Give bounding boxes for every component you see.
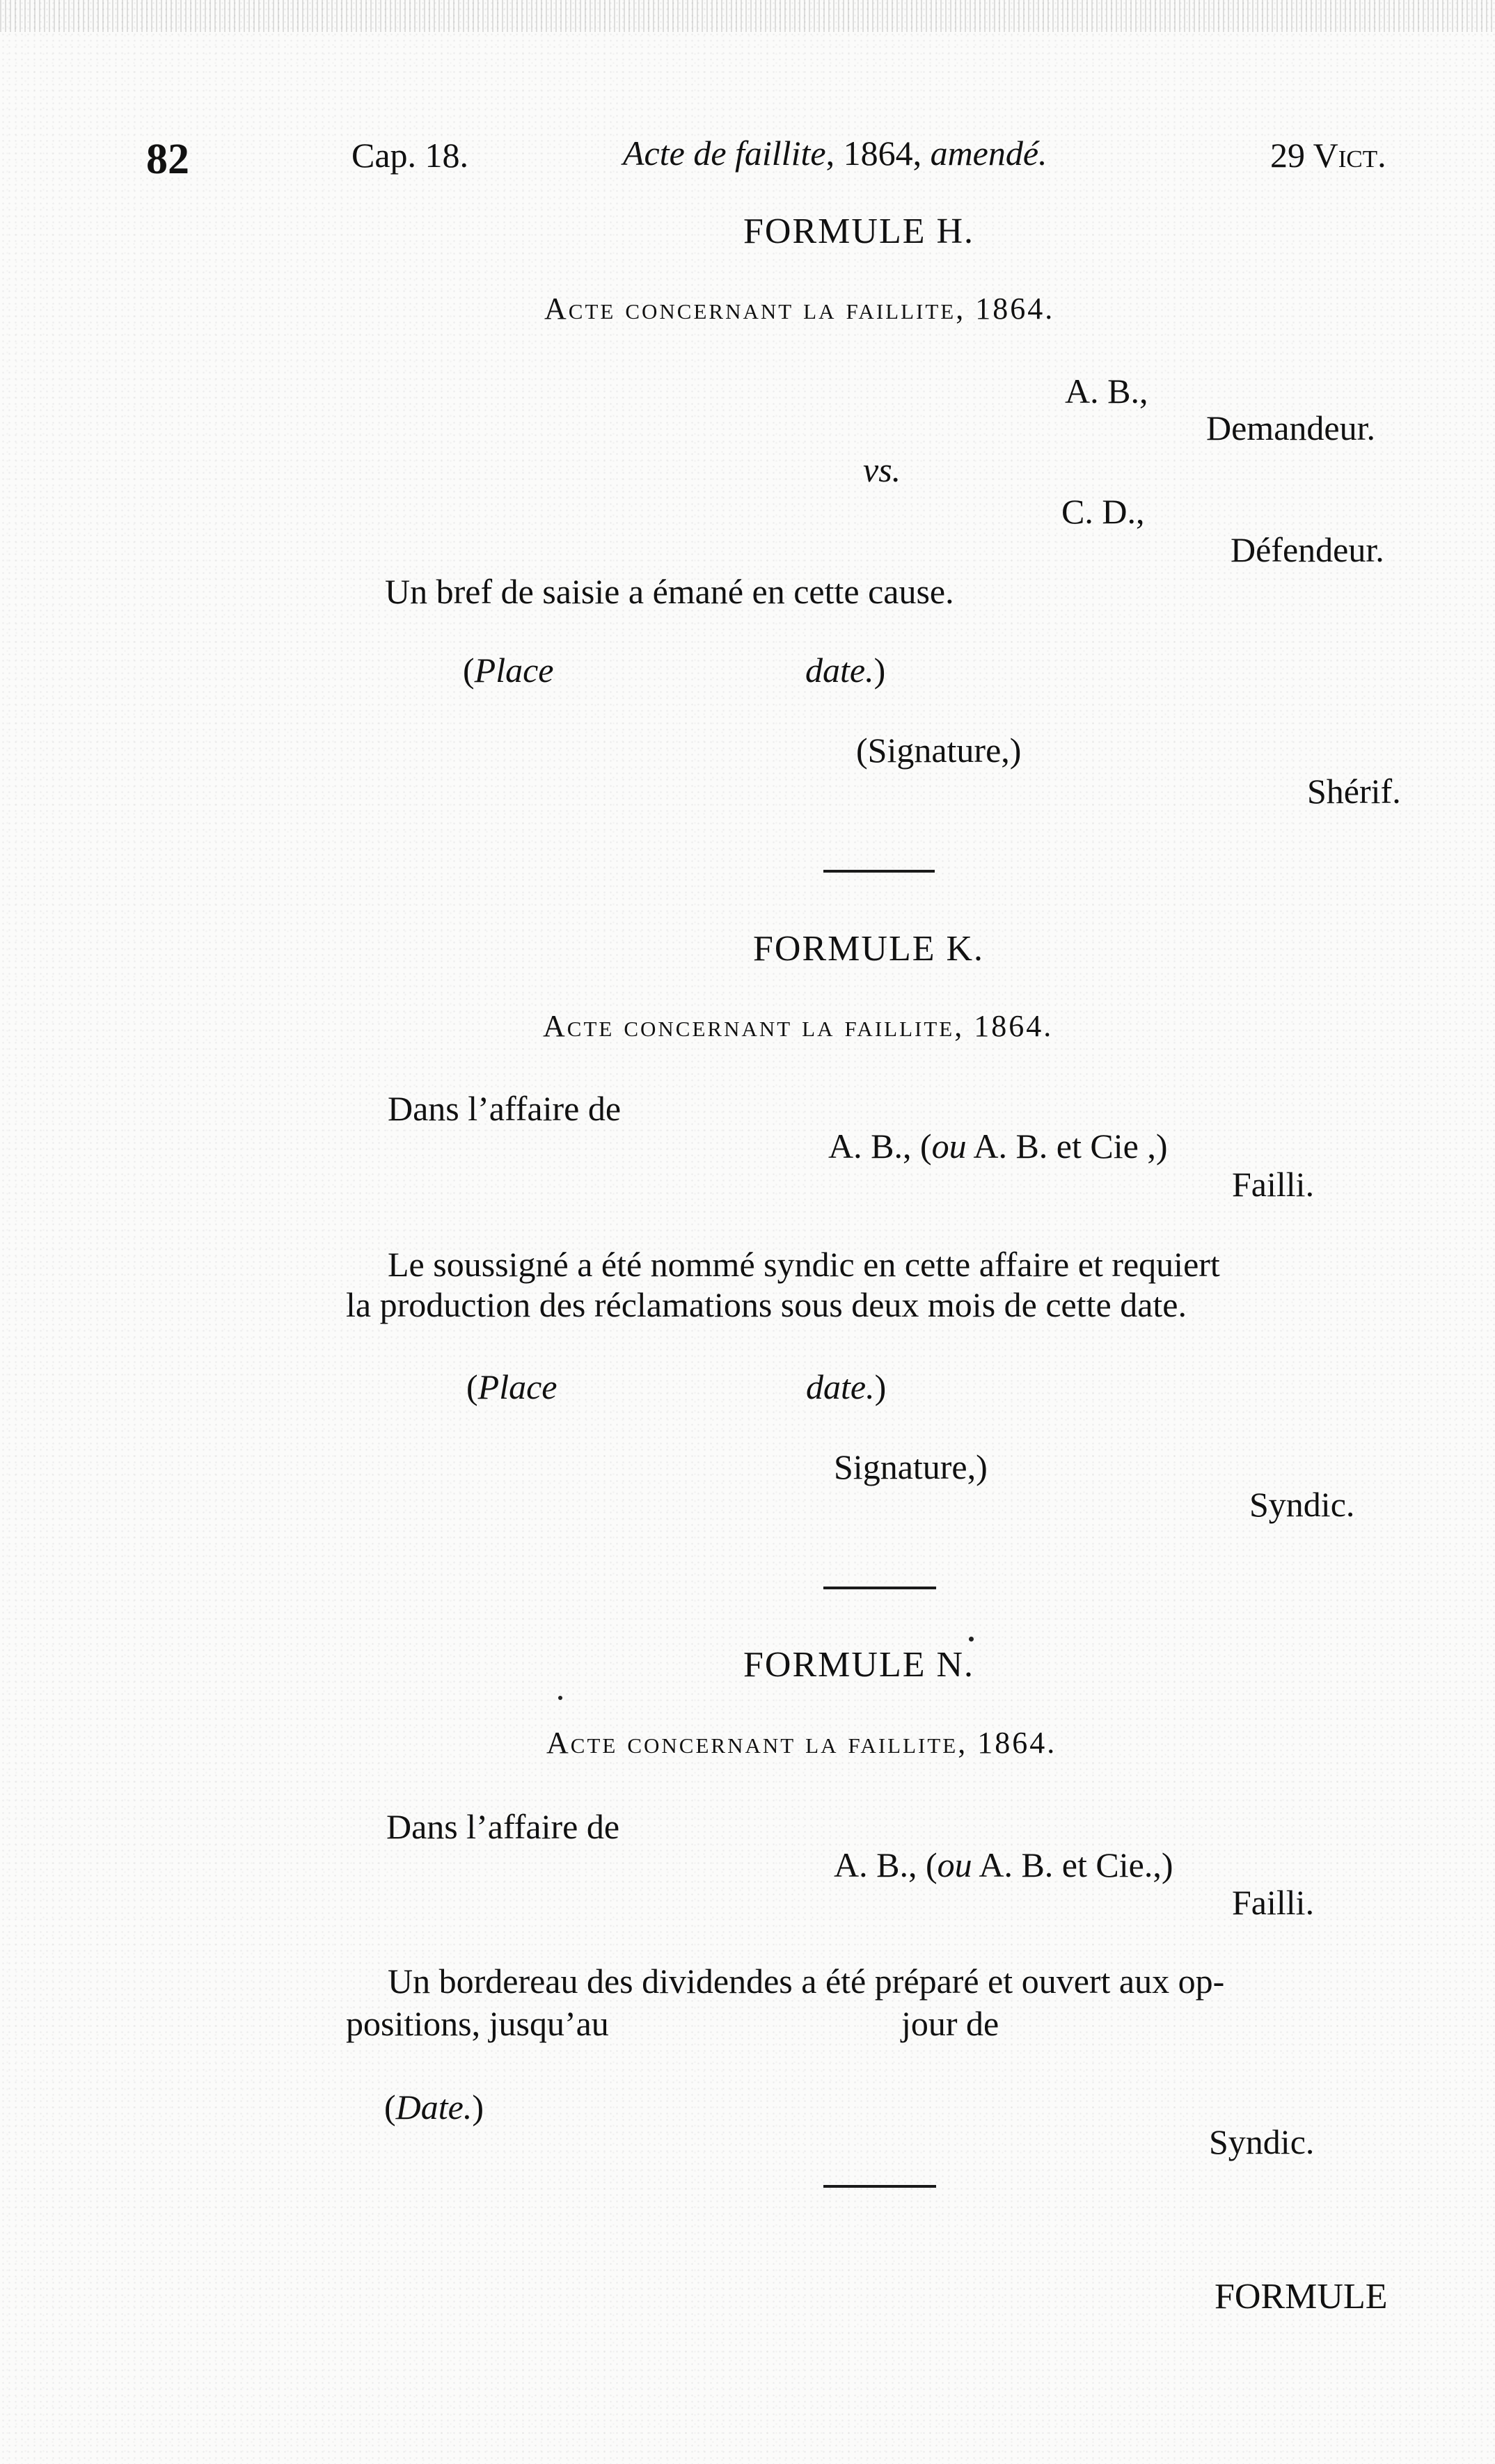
form-k-body-line-1: Le soussigné a été nommé syndic en cette affaire et requiert <box>388 1245 1220 1284</box>
form-h-act-line: Acte concernant la faillite, 1864. <box>544 292 1055 326</box>
section-divider-3 <box>823 2185 936 2188</box>
form-h-date: date.) <box>805 651 886 690</box>
form-h-party2-role: Défendeur. <box>1231 530 1384 569</box>
form-h-place-label: Place <box>474 651 554 690</box>
chapter-label: Cap. 18. <box>351 136 469 175</box>
form-k-date-label: date. <box>806 1367 875 1406</box>
form-h-date-label: date. <box>805 651 874 690</box>
form-k-body-line-2: la production des réclamations sous deux mois de cette date. <box>346 1285 1187 1324</box>
form-h-body: Un bref de saisie a émané en cette cause. <box>385 572 954 611</box>
form-n-party-a: A. B., ( <box>834 1845 938 1884</box>
form-n-signer-title: Syndic. <box>1209 2122 1315 2161</box>
form-k-party-a: A. B., ( <box>828 1127 932 1166</box>
form-n-body-line-2a: positions, jusqu’au <box>346 2004 609 2043</box>
form-n-party-status: Failli. <box>1232 1883 1315 1922</box>
section-divider-1 <box>823 870 935 873</box>
running-title-amended: amendé. <box>930 134 1047 173</box>
form-h-signer-title: Shérif. <box>1307 772 1401 811</box>
form-n-title: FORMULE N. <box>743 1645 975 1685</box>
section-divider-2 <box>823 1587 936 1589</box>
form-k-date: date.) <box>806 1367 887 1406</box>
form-k-signer-title: Syndic. <box>1249 1485 1355 1524</box>
form-n-party <box>834 1847 1173 1882</box>
form-n-body-line-2b: jour de <box>901 2004 999 2043</box>
form-n-date: (Date.) <box>384 2088 484 2127</box>
form-n-party-or: ou <box>937 1845 972 1884</box>
form-h-signature: (Signature,) <box>856 731 1022 770</box>
form-n-act-line: Acte concernant la faillite, 1864. <box>546 1726 1057 1760</box>
stray-ink-mark <box>969 1637 974 1642</box>
form-n-date-label: Date. <box>395 2088 473 2127</box>
catchword: FORMULE <box>1215 2277 1388 2316</box>
form-h-party1-role: Demandeur. <box>1206 408 1375 447</box>
form-k-place-label: Place <box>477 1367 557 1406</box>
form-k-matter: Dans l’affaire de <box>388 1089 622 1128</box>
form-k-place: (Place <box>466 1367 557 1406</box>
running-title-year: , 1864, <box>825 134 931 173</box>
scan-noise-top <box>0 0 1495 32</box>
running-title <box>623 134 1047 173</box>
form-h-title: FORMULE H. <box>743 212 975 251</box>
running-title-main: Acte de faillite <box>623 134 826 173</box>
form-k-signature: Signature,) <box>834 1447 988 1486</box>
form-n-body-line-1: Un bordereau des dividendes a été préparé et ouvert aux op- <box>388 1962 1225 2001</box>
stray-ink-mark-2 <box>558 1696 562 1700</box>
form-k-act-line: Acte concernant la faillite, 1864. <box>543 1009 1054 1043</box>
form-n-matter: Dans l’affaire de <box>386 1807 620 1846</box>
form-k-party-or: ou <box>931 1127 967 1166</box>
form-k-party-status: Failli. <box>1232 1165 1315 1204</box>
regnal-year: 29 Vict. <box>1270 136 1386 175</box>
form-h-versus: vs. <box>863 450 901 489</box>
form-h-party2: C. D., <box>1061 492 1145 531</box>
form-n-party-b: A. B. et Cie.,) <box>972 1845 1173 1884</box>
page-number: 82 <box>146 136 189 183</box>
form-k-title: FORMULE K. <box>753 929 985 969</box>
form-h-place: (Place <box>463 651 554 690</box>
form-h-party1: A. B., <box>1065 372 1148 411</box>
form-k-party-b: A. B. et Cie ,) <box>966 1127 1168 1166</box>
form-k-party <box>828 1127 1168 1166</box>
